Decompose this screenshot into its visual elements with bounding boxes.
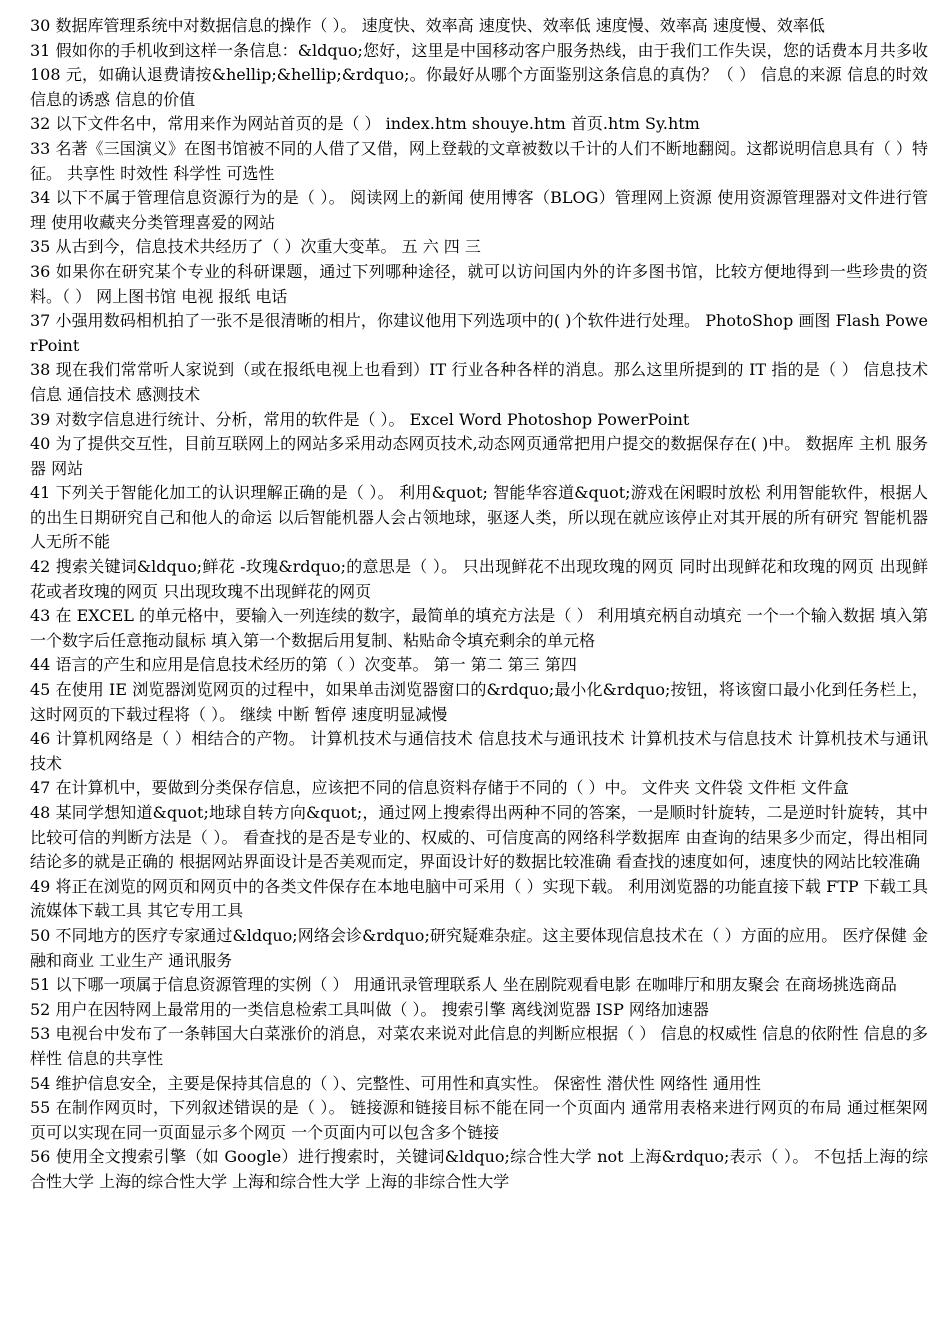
question-number: 38 xyxy=(30,360,51,380)
question-number: 42 xyxy=(30,557,51,577)
question-item xyxy=(30,727,928,776)
question-text: 为了提供交互性，目前互联网上的网站多采用动态网页技术,动态网页通常把用户提交的数据保存在( )中。 数据库 主机 服务器 网站 xyxy=(30,434,928,478)
question-text: 不同地方的医疗专家通过&ldquo;网络会诊&rdquo;研究疑难杂症。这主要体现信息技术在（ ）方面的应用。 医疗保健 金融和商业 工业生产 通讯服务 xyxy=(30,925,928,970)
question-text: 小强用数码相机拍了一张不是很清晰的相片，你建议他用下列选项中的( )个软件进行处理。 PhotoShop 画图 Flash PowerPoint xyxy=(30,311,928,355)
question-item xyxy=(30,924,928,973)
question-number: 51 xyxy=(30,975,51,995)
question-text: 在制作网页时，下列叙述错误的是（ ）。 链接源和链接目标不能在同一个页面内 通常用表格来进行网页的布局 通过框架网页可以实现在同一页面显示多个网页 一个页面内可以包含多个链接 xyxy=(30,1098,928,1142)
question-number: 45 xyxy=(30,680,51,700)
question-item xyxy=(30,39,928,113)
question-number: 53 xyxy=(30,1024,51,1044)
question-item xyxy=(30,186,928,235)
question-list xyxy=(30,14,928,1195)
question-number: 46 xyxy=(30,729,51,749)
question-text: 对数字信息进行统计、分析，常用的软件是（ ）。 Excel Word Photoshop PowerPoint xyxy=(55,409,690,429)
question-item xyxy=(30,1145,928,1194)
question-item xyxy=(30,555,928,604)
question-number: 36 xyxy=(30,261,51,281)
question-number: 50 xyxy=(30,925,51,945)
question-item xyxy=(30,358,928,407)
question-item xyxy=(30,776,928,801)
question-number: 34 xyxy=(30,188,51,208)
question-number: 44 xyxy=(30,655,51,675)
question-number: 49 xyxy=(30,876,51,896)
question-item xyxy=(30,14,928,39)
question-text: 以下文件名中，常用来作为网站首页的是（ ） index.htm shouye.htm 首页.htm Sy.htm xyxy=(55,114,700,134)
question-number: 30 xyxy=(30,16,51,35)
question-text: 使用全文搜索引擎（如 Google）进行搜索时，关键词&ldquo;综合性大学 not 上海&rdquo;表示（ ）。 不包括上海的综合性大学 上海的综合性大学 上海和综合性大学 上海的非综合性大学 xyxy=(30,1147,928,1191)
question-item xyxy=(30,137,928,186)
question-item xyxy=(30,973,928,998)
question-text: 以下哪一项属于信息资源管理的实例（ ） 用通讯录管理联系人 坐在剧院观看电影 在咖啡厅和朋友聚会 在商场挑选商品 xyxy=(55,975,897,995)
question-number: 32 xyxy=(30,114,51,134)
question-text: 在使用 IE 浏览器浏览网页的过程中，如果单击浏览器窗口的&rdquo;最小化&rdquo;按钮，将该窗口最小化到任务栏上，这时网页的下载过程将（ ）。 继续 中断 暂停 速度明显减慢 xyxy=(30,680,928,724)
question-text: 以下不属于管理信息资源行为的是（ ）。 阅读网上的新闻 使用博客（BLOG）管理网上资源 使用资源管理器对文件进行管理 使用收藏夹分类管理喜爱的网站 xyxy=(30,188,928,232)
question-item xyxy=(30,998,928,1023)
question-number: 54 xyxy=(30,1073,51,1093)
question-number: 47 xyxy=(30,778,51,798)
question-item xyxy=(30,1072,928,1097)
question-text: 假如你的手机收到这样一条信息：&ldquo;您好，这里是中国移动客户服务热线，由于我们工作失误，您的话费本月共多收 108 元，如确认退费请按&hellip;&hellip;&rdquo;。你最好从哪个方面鉴别这条信息的真伪？（ ） 信息的来源 信息的时效 信息的诱惑 信息的价值 xyxy=(30,40,928,109)
question-item xyxy=(30,260,928,309)
question-item xyxy=(30,1022,928,1071)
question-item xyxy=(30,481,928,555)
question-number: 35 xyxy=(30,237,51,257)
question-item xyxy=(30,112,928,137)
question-text: 将正在浏览的网页和网页中的各类文件保存在本地电脑中可采用（ ）实现下载。 利用浏览器的功能直接下载 FTP 下载工具 流媒体下载工具 其它专用工具 xyxy=(30,876,928,921)
question-text: 电视台中发布了一条韩国大白菜涨价的消息，对菜农来说对此信息的判断应根据（ ） 信息的权威性 信息的依附性 信息的多样性 信息的共享性 xyxy=(30,1024,928,1068)
question-item xyxy=(30,408,928,433)
question-text: 在计算机中，要做到分类保存信息，应该把不同的信息资料存储于不同的（ ）中。 文件夹 文件袋 文件柜 文件盒 xyxy=(55,778,849,798)
question-number: 48 xyxy=(30,803,51,822)
question-number: 31 xyxy=(30,40,51,60)
question-text: 语言的产生和应用是信息技术经历的第（ ）次变革。 第一 第二 第三 第四 xyxy=(55,655,577,675)
question-number: 33 xyxy=(30,138,51,158)
question-text: 维护信息安全，主要是保持其信息的（ ）、完整性、可用性和真实性。 保密性 潜伏性 网络性 通用性 xyxy=(55,1073,761,1093)
question-number: 43 xyxy=(30,606,51,626)
question-item xyxy=(30,678,928,727)
question-number: 39 xyxy=(30,409,51,429)
question-number: 40 xyxy=(30,434,51,454)
question-text: 如果你在研究某个专业的科研课题，通过下列哪种途径，就可以访问国内外的许多图书馆，比较方便地得到一些珍贵的资料。（ ） 网上图书馆 电视 报纸 电话 xyxy=(30,261,928,306)
question-text: 名著《三国演义》在图书馆被不同的人借了又借，网上登载的文章被数以千计的人们不断地翻阅。这都说明信息具有（ ）特征。 共享性 时效性 科学性 可选性 xyxy=(30,138,928,183)
question-item xyxy=(30,432,928,481)
question-item xyxy=(30,653,928,678)
question-item xyxy=(30,235,928,260)
question-text: 下列关于智能化加工的认识理解正确的是（ ）。 利用&quot; 智能华容道&quot;游戏在闲暇时放松 利用智能软件，根据人的出生日期研究自己和他人的命运 以后智能机器人会占领地球，驱逐人类，所以现在就应该停止对其开展的所有研究 智能机器人无所不能 xyxy=(30,483,928,552)
question-text: 在 EXCEL 的单元格中，要输入一列连续的数字，最简单的填充方法是（ ） 利用填充柄自动填充 一个一个输入数据 填入第一个数字后任意拖动鼠标 填入第一个数据后用复制、粘贴命令填充剩余的单元格 xyxy=(30,606,928,650)
question-item xyxy=(30,309,928,358)
question-item xyxy=(30,1096,928,1145)
question-item xyxy=(30,604,928,653)
question-text: 数据库管理系统中对数据信息的操作（ ）。 速度快、效率高 速度快、效率低 速度慢、效率高 速度慢、效率低 xyxy=(55,16,825,35)
question-text: 计算机网络是（ ）相结合的产物。 计算机技术与通信技术 信息技术与通讯技术 计算机技术与信息技术 计算机技术与通讯技术 xyxy=(30,729,928,773)
question-text: 某同学想知道&quot;地球自转方向&quot;，通过网上搜索得出两种不同的答案，一是顺时针旋转，二是逆时针旋转，其中比较可信的判断方法是（ ）。 看查找的是否是专业的、权威的、可信度高的网络科学数据库 由查询的结果多少而定，得出相同结论多的就是正确的 根据网站界面设计是否美观而定，界面设计好的数据比较准确 看查找的速度如何，速度快的网站比较准确 xyxy=(30,803,928,872)
question-text: 用户在因特网上最常用的一类信息检索工具叫做（ ）。 搜索引擎 离线浏览器 ISP 网络加速器 xyxy=(55,999,709,1019)
question-item xyxy=(30,875,928,924)
question-number: 52 xyxy=(30,999,51,1019)
question-item xyxy=(30,801,928,875)
question-text: 从古到今，信息技术共经历了（ ）次重大变革。 五 六 四 三 xyxy=(55,237,481,257)
question-number: 41 xyxy=(30,483,51,503)
question-text: 现在我们常常听人家说到（或在报纸电视上也看到）IT 行业各种各样的消息。那么这里所提到的 IT 指的是（ ） 信息技术 信息 通信技术 感测技术 xyxy=(30,360,928,404)
question-number: 56 xyxy=(30,1147,51,1167)
question-number: 37 xyxy=(30,311,51,331)
question-text: 搜索关键词&ldquo;鲜花 -玫瑰&rdquo;的意思是（ ）。 只出现鲜花不出现玫瑰的网页 同时出现鲜花和玫瑰的网页 出现鲜花或者玫瑰的网页 只出现玫瑰不出现鲜花的网页 xyxy=(30,557,928,601)
question-number: 55 xyxy=(30,1098,51,1118)
